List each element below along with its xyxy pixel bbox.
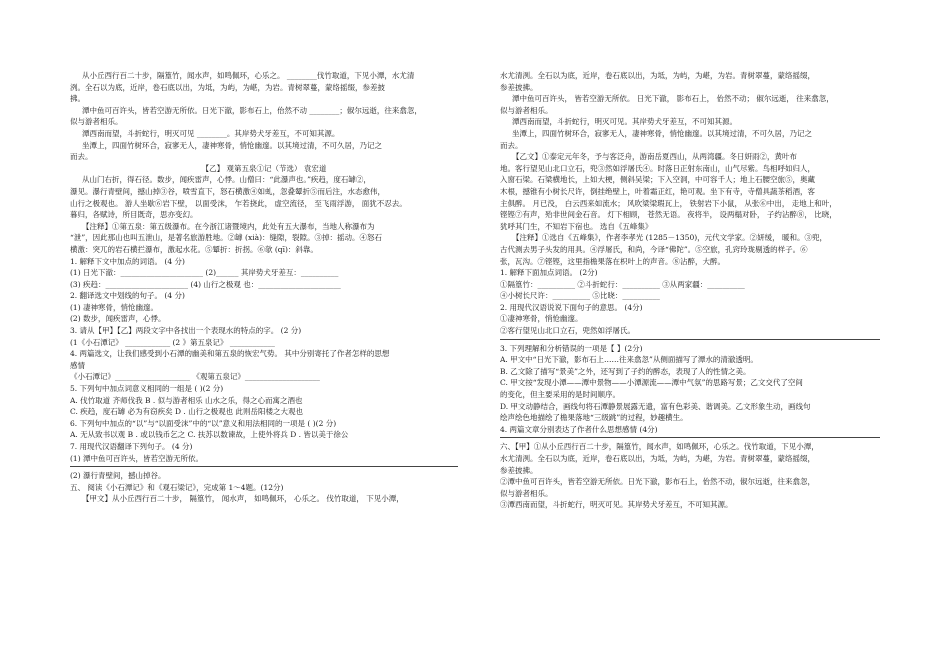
left-text-line: 【注释】①第五泉：第五级瀑布。在今浙江诸暨境内，此处有五大瀑布，当地人称瀑布为 bbox=[82, 221, 375, 231]
answer-line bbox=[500, 437, 880, 438]
left-column bbox=[70, 70, 458, 505]
right-text-line: ②潭中鱼可百许头，皆若空游无所依。日光下澈，影布石上，佁然不动，俶尔远逝，往来翕忽， bbox=[500, 477, 815, 487]
left-text-line: 《小石潭记》____________________ 《观第五泉记》____________________ bbox=[70, 372, 320, 382]
right-text-line: 潭中鱼可百许头， 皆若空游无所依。 日光下澈， 影布石上， 佁然不动； 俶尔远逝， 往来翕忽， bbox=[512, 94, 834, 104]
right-text-line: 【注释】①选自《五峰集》，作者李孝光 (1285－1350)，元代文学家。②妍缓， 暖和。③兜， bbox=[512, 233, 828, 243]
left-text-line: 【乙】 观第五泉①记（节选） 袁宏道 bbox=[201, 163, 327, 173]
left-text-line: 暮归，各赋诗，所目既奇，思亦变幻。 bbox=[70, 210, 198, 220]
left-text-line: 似与游者相乐。 bbox=[70, 117, 123, 127]
right-text-line: 而去。 bbox=[500, 140, 523, 150]
right-text-line: 六、【甲】①从小丘西行百二十步，隔篁竹，闻水声，如鸣佩环，心乐之。伐竹取道，下见小潭， bbox=[500, 442, 819, 452]
right-text-line: 铿铿⑦有声，殆非世间金石音。 灯下相顾， 苍然无语。 夜将半， 设两榻对卧， 子约沾醉⑧， 比晓， bbox=[500, 210, 837, 220]
left-text-line: 潭中鱼可百许头，皆若空游无所依。日光下澈，影布石上，佁然不动 ________；俶尔远逝，往来翕忽， bbox=[82, 105, 422, 115]
right-text-line: 木根，撼锥有小树长尺许，倒挂绝壁上，叶着霜正红，艳可观。坐下有寺，寺僧具蔬茶稻酒，客 bbox=[500, 186, 815, 196]
right-text-line: 1. 解释下面加点词语。 (2分) bbox=[500, 268, 598, 278]
right-text-line: 地。客行望见山北口立石，兜③然如浮屠氏④。时落日正射东南山，山气尽紫。鸟相呼如归人， bbox=[500, 163, 815, 173]
left-text-line: 4. 两篇选文，让我们感受到小石潭的幽美和第五泉的恢宏气势。 其中分别寄托了作者怎样的思想 bbox=[70, 349, 390, 359]
left-text-line: 从小丘西行百二十步，隔篁竹，闻水声，如鸣佩环，心乐之。 ________伐竹取道，下见小潭，水尤清 bbox=[82, 71, 415, 80]
right-text-line: 【乙文】①泰定元年冬，予与客泛舟，游南岳夏西山，从两湾疆。冬日妍雨②，黄叶布 bbox=[512, 152, 797, 162]
left-text-line: 6. 下列句中加点的“以”与“以面受沫”中的“以”意义和用法相同的一项是 ( )(2 分) bbox=[70, 418, 337, 428]
left-text-line: (1) 潭中鱼可百许头，皆若空游无所依。 bbox=[70, 453, 204, 463]
left-text-line: A. 伐竹取道 齐师伐我 B . 似与游者相乐 山水之乐，得之心而寓之酒也 bbox=[70, 395, 303, 405]
right-text-line: ①隔篁竹：__________ ②斗折蛇行：__________ ③从两家疆：__________ bbox=[500, 279, 745, 289]
right-text-line: ④小树长尺许：__________ ⑤比晓：__________ bbox=[500, 291, 660, 301]
right-text-line: 似与游者相乐。 bbox=[500, 488, 553, 498]
right-text-line: 参差披拂。 bbox=[500, 82, 538, 92]
right-text-line: 2. 用现代汉语说说下面句子的意思。 (4分) bbox=[500, 302, 643, 312]
left-text-line: C. 疾趋，度石罅 必为有窃疾矣 D . 山行之极观也 此则岳阳楼之大观也 bbox=[70, 407, 304, 417]
right-text-line: 犹呼其门生，不知岩下宿也。 选自《五峰集》 bbox=[500, 221, 653, 231]
right-text-line: 坐潭上，四面竹树环合，寂寥无人，凄神寒骨，悄怆幽邃。以其境过清，不可久居，乃记之 bbox=[512, 128, 812, 138]
right-text-line: 古代测去男子头发的用具。④浮屠氏，和尚，今译“佛陀”。⑤空旅，孔窍玲珑剔透的样子。⑥ bbox=[500, 244, 808, 254]
left-text-line: 潭西南而望，斗折蛇行，明灭可见 ________。其岸势犬牙差互，不可知其源。 bbox=[82, 128, 340, 138]
left-text-line: (2) 数步，闻疾雷声，心悸。 bbox=[70, 314, 166, 324]
right-text-line: 潭西南而望，斗折蛇行，明灭可见。其岸势犬牙差互，不可知其源。 bbox=[512, 117, 737, 127]
left-text-line: 而去。 bbox=[70, 152, 93, 162]
left-text-line: 瀑见。瀑行青壁间，撼山掉③谷，喷雪直下，怒石横激④如虬，忽叠颦折⑤而后注，水态愈伟， bbox=[70, 186, 385, 196]
right-text-line: A. 甲文中“日光下澈，影布石上……往来翕忽”从侧面描写了潭水的清澈透明。 bbox=[500, 355, 758, 365]
left-text-line: (1) 凄神寒骨，悄怆幽邃。 bbox=[70, 302, 159, 312]
left-text-line: (1) 日光下澈：______________________ (2)______ 其岸势犬牙差互：__________ bbox=[70, 268, 339, 278]
left-text-line: 3. 请从【甲】【乙】两段文字中各找出一个表现水的特点的字。 (2 分) bbox=[70, 326, 302, 336]
answer-line bbox=[500, 339, 880, 340]
right-text-line: 入窗石梁。石梁横地长，上如大梗，侧斜吴梁；下入空洞，中可容千人；地上石腰空旅⑤，奥藏 bbox=[500, 175, 815, 185]
left-text-line: 【甲文】从小丘西行百二十步， 隔篁竹， 闻水声， 如鸣佩环， 心乐之。 伐竹取道， 下见小潭， bbox=[82, 494, 404, 504]
answer-line bbox=[70, 466, 458, 467]
right-text-line: ③潭西南而望，斗折蛇行，明灭可见。其岸势犬牙差互，不可知其源。 bbox=[500, 500, 733, 510]
left-text-line: (1《小石潭记》 ____________ (2 》第五泉记》 ____________ bbox=[70, 337, 275, 347]
right-text-line: 张，瓦沟。⑦铿铿，这里指檐果落在枳叶上的声音。⑧沾醉，大醉。 bbox=[500, 256, 725, 266]
left-text-line: 感情 bbox=[70, 360, 85, 370]
left-text-line: 2. 翻译选文中划线的句子。 (4 分) bbox=[70, 291, 185, 301]
right-column bbox=[500, 70, 880, 511]
left-text-line: 洌。全石以为底，近岸，卷石底以出，为坻，为屿，为嵁，为岩。青树翠蔓，蒙络摇缀，参差披 bbox=[70, 82, 385, 92]
right-text-line: 水尤清洌。全石以为底，近岸，卷石底以出，为坻，为屿，为嵁，为岩。青树翠蔓，蒙络摇缀， bbox=[500, 454, 815, 463]
right-text-line: 3. 下列理解和分析错误的一项是【 】(2分) bbox=[500, 343, 643, 353]
right-text-line: C. 甲文按“发现小潭——潭中景物——小潭源流——潭中气氛”的思路写景；乙文交代了空间 bbox=[500, 378, 803, 388]
right-text-line: 主俱醉。 月已没， 白云西来如流水； 风吹梁梁瑕瓦上， 铁射岩下小鼠， 从张⑥中出， 走地上和叶， bbox=[500, 198, 837, 208]
right-text-line: 参差披拂。 bbox=[500, 465, 538, 475]
right-text-line: B. 乙文除了描写“景美”之外，还写到了子约的醉态，表现了人的性情之美。 bbox=[500, 366, 751, 376]
right-text-line: 的变化，但主要采用的是时间顺序。 bbox=[500, 390, 620, 400]
left-text-line: 五、 阅读《小石潭记》和《观石梁记》，完成第 1～4题。(12分) bbox=[70, 482, 284, 492]
right-text-line: 似与游者相乐。 bbox=[500, 105, 553, 115]
left-text-line: 拂。 bbox=[70, 94, 85, 104]
right-text-line: 水尤清洌。全石以为底，近岸，卷石底以出，为坻，为屿，为嵁，为岩。青树翠蔓，蒙络摇缀， bbox=[500, 71, 815, 80]
left-text-line: 山行之极观也。 游人坐歇⑥岩下壁， 以面受沫， 乍若挠此， 虚空流径， 至飞雨浮游， 面犹不忍去。 bbox=[70, 198, 407, 208]
left-text-line: (2) 瀑行青壁间，撼山掉谷。 bbox=[70, 471, 166, 481]
left-text-line: 7. 用现代汉语翻译下列句子。 (4 分) bbox=[70, 442, 193, 451]
left-text-line: (3) 疾趋：______________________ (4) 山行之极观 也：______________________ bbox=[70, 279, 341, 289]
right-text-line: ①凄神寒骨，悄怆幽邃。 bbox=[500, 314, 583, 324]
left-text-line: 坐潭上，四面竹树环合，寂寥无人，凄神寒骨，悄怆幽邃。以其境过清，不可久居，乃记之 bbox=[82, 140, 382, 150]
right-text-line: 绘声绘色地描绘了檐果落地“三级跳”的过程，妙趣横生。 bbox=[500, 413, 688, 423]
left-text-line: A. 无从致书以观 B . 或以钱币乞之 C. 扶苏以数谏故，上使外将兵 D . 皆以美于徐公 bbox=[70, 430, 349, 440]
right-text-line: ②客行望见山北口立石，兜然如浮屠氏。 bbox=[500, 326, 635, 336]
right-text-line: 4. 两篇文章分别表达了作者什么思想感情 (4分) bbox=[500, 424, 658, 434]
left-text-line: 从山门右折，得石径。数步，闻疾雷声，心悸。山僧曰：“此瀑声也。”疾趋，度石罅②， bbox=[82, 175, 371, 185]
left-text-line: “泄”，因此那山也叫五泄山，是著名旅游胜地。②罅 (xià)：缝隙，裂隙。③掉：摇动。④怒石 bbox=[70, 233, 383, 243]
left-text-line: 横激：突兀的岩石横拦瀑布，激起水花。⑤颦折：折拐。⑥欹 (qī)：斜靠。 bbox=[70, 244, 318, 254]
right-text-line: D. 甲文动静结合，画线句将石潭静景展露无遗，富有色彩美、谐调美。乙文形象生动，画线句 bbox=[500, 401, 811, 411]
left-text-line: 1. 解释下文中加点的词语。 (4 分) bbox=[70, 256, 185, 266]
left-text-line: 5. 下列句中加点词意义相同的一组是 ( )(2 分) bbox=[70, 384, 224, 394]
